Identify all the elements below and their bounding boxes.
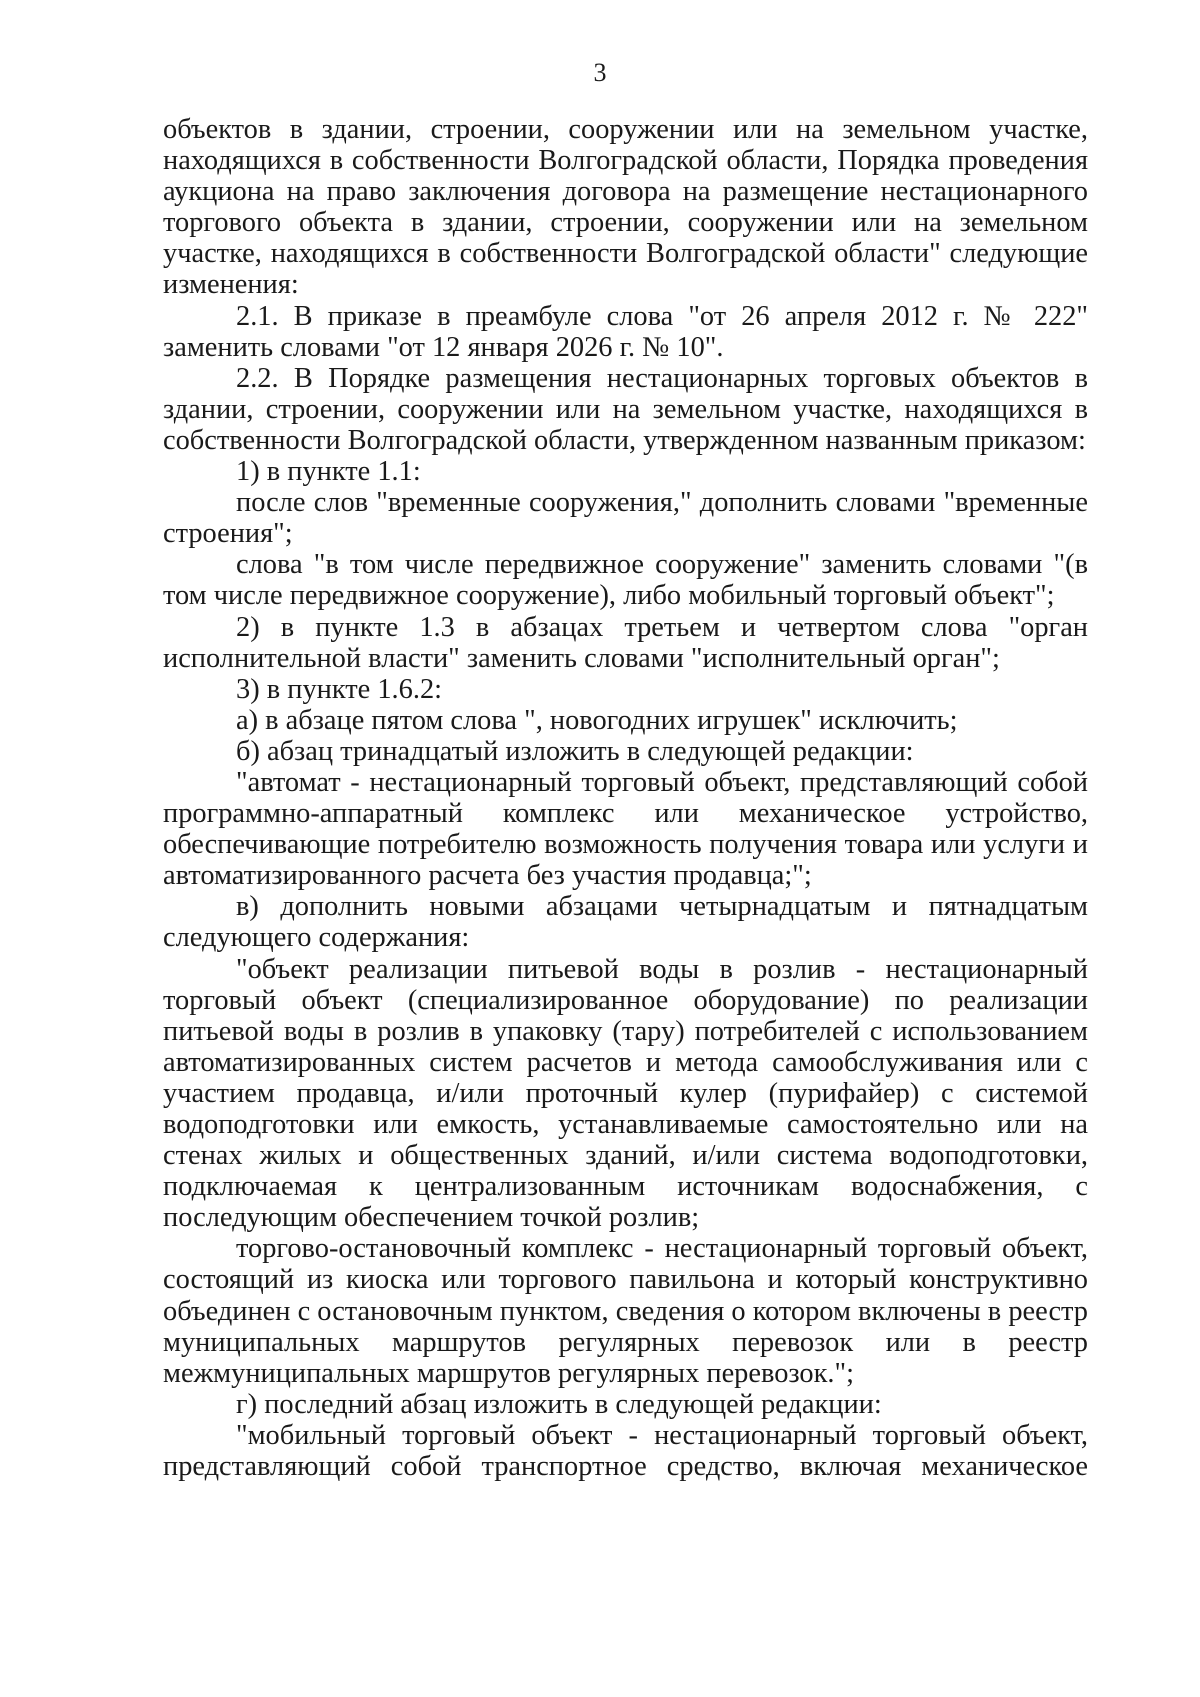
paragraph-item-1-a: после слов "временные сооружения," дополнить словами "временные строения"; bbox=[163, 487, 1088, 550]
paragraph-definition-water: "объект реализации питьевой воды в розлив - нестационарный торговый объект (специализированное оборудование) по реализации питьевой воды в розлив в упаковку (тару) потребителей с использованием автоматизированных систем расчетов и метода самообслуживания или с участием продавца, и/или проточный кулер (пурифайер) с системой водоподготовки или емкость, устанавливаемые самостоятельно или на стенах жилых и общественных зданий, и/или система водоподготовки, подключаемая к централизованным источникам водоснабжения, с последующим обеспечением точкой розлив; bbox=[163, 953, 1088, 1234]
paragraph-item-1-b: слова "в том числе передвижное сооружение" заменить словами "(в том числе передвижное сооружение), либо мобильный торговый объект"; bbox=[163, 549, 1088, 612]
paragraph-2-2: 2.2. В Порядке размещения нестационарных торговых объектов в здании, строении, сооружении или на земельном участке, находящихся в собственности Волгоградской области, утвержденном названным приказом: bbox=[163, 362, 1088, 456]
paragraph-intro-continuation: объектов в здании, строении, сооружении или на земельном участке, находящихся в собственности Волгоградской области, Порядка проведения аукциона на право заключения договора на размещение нестационарного торгового объекта в здании, строении, сооружении или на земельном участке, находящихся в собственности Волгоградской области" следующие изменения: bbox=[163, 114, 1088, 301]
document-body bbox=[163, 114, 1088, 1482]
paragraph-definition-automat: "автомат - нестационарный торговый объект, представляющий собой программно-аппаратный комплекс или механическое устройство, обеспечивающие потребителю возможность получения товара или услуги и автоматизированного расчета без участия продавца;"; bbox=[163, 766, 1088, 892]
paragraph-definition-stop-complex: торгово-остановочный комплекс - нестационарный торговый объект, состоящий из киоска или торгового павильона и который конструктивно объединен с остановочным пунктом, сведения о котором включены в реестр муниципальных маршрутов регулярных перевозок или в реестр межмуниципальных маршрутов регулярных перевозок."; bbox=[163, 1233, 1088, 1389]
paragraph-item-3-b: б) абзац тринадцатый изложить в следующей редакции: bbox=[236, 735, 914, 767]
paragraph-item-3-g: г) последний абзац изложить в следующей редакции: bbox=[236, 1388, 882, 1420]
paragraph-item-2: 2) в пункте 1.3 в абзацах третьем и четвертом слова "орган исполнительной власти" заменить словами "исполнительный орган"; bbox=[163, 611, 1088, 674]
paragraph-item-1: 1) в пункте 1.1: bbox=[236, 456, 421, 488]
paragraph-item-3-v: в) дополнить новыми абзацами четырнадцатым и пятнадцатым следующего содержания: bbox=[163, 891, 1088, 954]
paragraph-item-3: 3) в пункте 1.6.2: bbox=[236, 673, 443, 705]
paragraph-definition-mobile: "мобильный торговый объект - нестационарный торговый объект, представляющий собой транспортное средство, включая механическое bbox=[163, 1419, 1088, 1483]
paragraph-item-3-a: а) в абзаце пятом слова ", новогодних игрушек" исключить; bbox=[236, 704, 958, 736]
paragraph-2-1: 2.1. В приказе в преамбуле слова "от 26 апреля 2012 г. № 222" заменить словами "от 12 января 2026 г. № 10". bbox=[163, 300, 1088, 363]
page-number: 3 bbox=[593, 58, 607, 87]
